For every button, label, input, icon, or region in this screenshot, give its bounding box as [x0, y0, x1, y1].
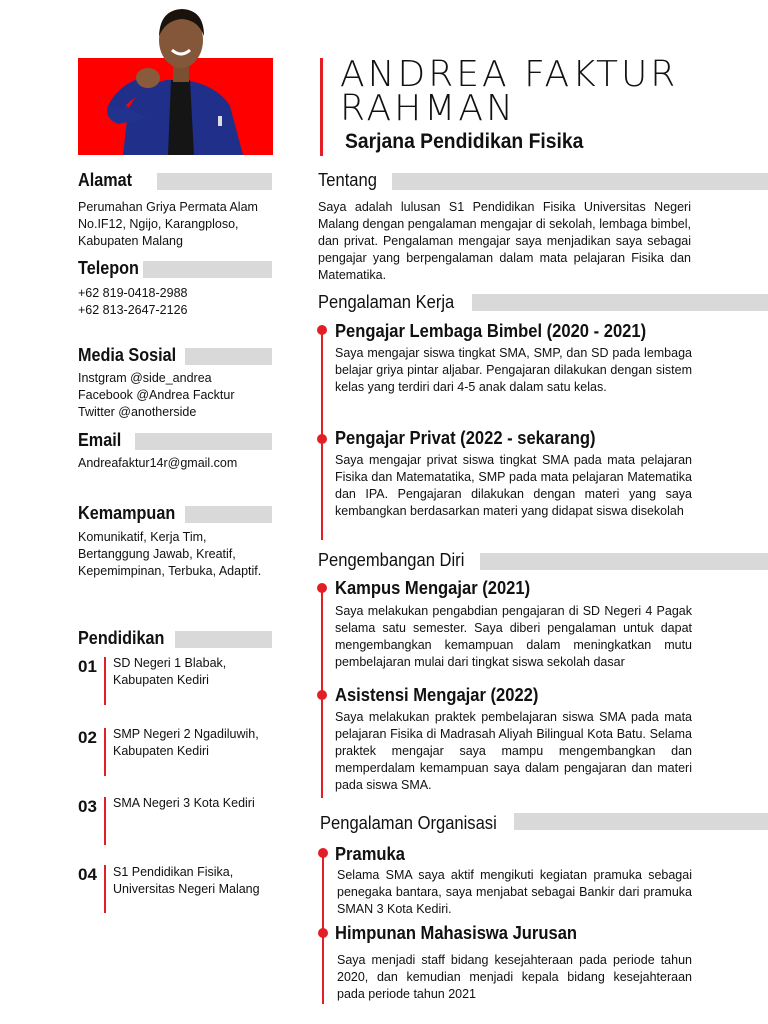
telepon-heading: Telepon — [78, 258, 139, 278]
tentang-text: Saya adalah lulusan S1 Pendidikan Fisika Universitas Negeri Malang dengan pengalaman mengajar di sekolah, lembaga bimbel, dan privat. Pengalaman mengajar saya menjadikan saya sebagai pengajar yang berpengalaman dalam mata pelajaran Fisika dan Matematika. — [318, 200, 691, 282]
edu-number: 02 — [78, 728, 97, 747]
edu-school: S1 Pendidikan Fisika, — [113, 865, 234, 879]
pengalaman-kerja-heading: Pengalaman Kerja — [318, 292, 455, 312]
activity-title: Asistensi Mengajar (2022) — [335, 685, 539, 705]
email-value: Andreafaktur14r@gmail.com — [78, 456, 238, 470]
email-heading-bar — [135, 433, 272, 450]
tentang-heading: Tentang — [318, 170, 377, 190]
alamat-line: Perumahan Griya Permata Alam — [78, 200, 258, 214]
edu-accent-line — [104, 865, 106, 913]
phone-number: +62 813-2647-2126 — [78, 303, 188, 317]
alamat-line: No.IF12, Ngijo, Karangploso, — [78, 217, 239, 231]
kemampuan-text — [78, 529, 288, 580]
timeline-dot — [317, 583, 327, 593]
timeline-dot — [317, 434, 327, 444]
alamat-line: Kabupaten Malang — [78, 234, 183, 248]
edu-number: 03 — [78, 797, 97, 816]
telepon-heading-bar — [143, 261, 272, 278]
edu-accent-line — [104, 657, 106, 705]
social-instagram: Instgram @side_andrea — [78, 371, 212, 385]
pendidikan-heading: Pendidikan — [78, 628, 165, 648]
job-title: Pengajar Lembaga Bimbel (2020 - 2021) — [335, 321, 647, 341]
timeline-dot — [317, 690, 327, 700]
media-sosial-heading-bar — [185, 348, 272, 365]
edu-location: Universitas Negeri Malang — [113, 882, 260, 896]
email-heading: Email — [78, 430, 122, 450]
name-line-1: ANDREA FAKTUR — [340, 54, 679, 95]
timeline-dot — [317, 325, 327, 335]
pengalaman-organisasi-heading: Pengalaman Organisasi — [320, 813, 497, 833]
edu-school: SD Negeri 1 Blabak, — [113, 656, 227, 670]
edu-location: Kabupaten Kediri — [113, 744, 209, 758]
edu-item — [113, 864, 260, 898]
phone-number: +62 819-0418-2988 — [78, 286, 188, 300]
pengembangan-diri-heading: Pengembangan Diri — [318, 550, 465, 570]
alamat-text — [78, 199, 278, 250]
degree-title: Sarjana Pendidikan Fisika — [345, 130, 584, 153]
candidate-name — [340, 54, 760, 129]
activity-title: Kampus Mengajar (2021) — [335, 578, 531, 598]
edu-school: SMP Negeri 2 Ngadiluwih, — [113, 727, 259, 741]
edu-item — [113, 655, 226, 689]
name-line-2: RAHMAN — [340, 88, 516, 129]
name-accent-bar — [320, 58, 323, 156]
telepon-text — [78, 285, 278, 319]
social-facebook: Facebook @Andrea Facktur — [78, 388, 235, 402]
kemampuan-heading-bar — [185, 506, 272, 523]
edu-item — [113, 726, 259, 760]
org-title: Himpunan Mahasiswa Jurusan — [335, 923, 578, 943]
org-title: Pramuka — [335, 844, 405, 864]
tentang-heading-bar — [392, 173, 768, 190]
skill-line: Bertanggung Jawab, Kreatif, — [78, 547, 236, 561]
edu-number: 01 — [78, 657, 97, 676]
edu-number: 04 — [78, 865, 97, 884]
skill-line: Komunikatif, Kerja Tim, — [78, 530, 207, 544]
pengembangan-diri-heading-bar — [480, 553, 768, 570]
job-description: Saya mengajar siswa tingkat SMA, SMP, dan SD pada lembaga belajar griya pintar aljabar. Pengajaran dilakukan dengan sistem kelas yang terdiri dari 4-5 anak dalam satu kelas. — [335, 346, 692, 394]
org-description: Selama SMA saya aktif mengikuti kegiatan pramuka sebagai penegaka bantara, saya menjabat sebagai Bankir dari pramuka SMAN 3 Kota Kediri. — [337, 868, 692, 916]
pendidikan-heading-bar — [175, 631, 272, 648]
kemampuan-heading: Kemampuan — [78, 503, 176, 523]
pengalaman-organisasi-heading-bar — [514, 813, 768, 830]
job-description: Saya mengajar privat siswa tingkat SMA pada mata pelajaran Fisika dan Matematatika, SMP pada mata pelajaran Matematika dan IPA. Pengajaran dilakukan dengan materi yang saya kembangkan berdasarkan materi yang didapat siswa disekolah — [335, 453, 692, 518]
timeline-dot — [318, 928, 328, 938]
skill-line: Kepemimpinan, Terbuka, Adaptif. — [78, 564, 262, 578]
media-sosial-heading: Media Sosial — [78, 345, 177, 365]
edu-school: SMA Negeri 3 Kota Kediri — [113, 796, 255, 810]
activity-description: Saya melakukan praktek pembelajaran siswa SMA pada mata pelajaran Fisika di Madrasah Aliyah Bilingual Kota Batu. Selama praktek mengajar saya mampu mengembangkan dan memperdalam kemampuan saya dalam pengajaran dan materi pada siswa SMA. — [335, 710, 692, 792]
alamat-heading-bar — [157, 173, 272, 190]
timeline-dot — [318, 848, 328, 858]
profile-photo — [78, 6, 273, 155]
edu-accent-line — [104, 797, 106, 845]
edu-location: Kabupaten Kediri — [113, 673, 209, 687]
edu-accent-line — [104, 728, 106, 776]
org-description: Saya menjadi staff bidang kesejahteraan pada periode tahun 2020, dan kemudian menjadi kepala bidang kesejahteraan pada periode tahun 2021 — [337, 953, 692, 1001]
edu-item — [113, 795, 255, 812]
job-title: Pengajar Privat (2022 - sekarang) — [335, 428, 596, 448]
media-sosial-text — [78, 370, 278, 421]
activity-description: Saya melakukan pengabdian pengajaran di SD Negeri 4 Pagak selama satu semester. Saya diberi pengalaman untuk dapat mengembangkan kemampuan dalam meningkatkan mutu pembelajaran mulai dari tingkat siswa sekolah dasar — [335, 604, 692, 669]
social-twitter: Twitter @anotherside — [78, 405, 197, 419]
alamat-heading: Alamat — [78, 170, 133, 190]
pengalaman-kerja-heading-bar — [472, 294, 768, 311]
